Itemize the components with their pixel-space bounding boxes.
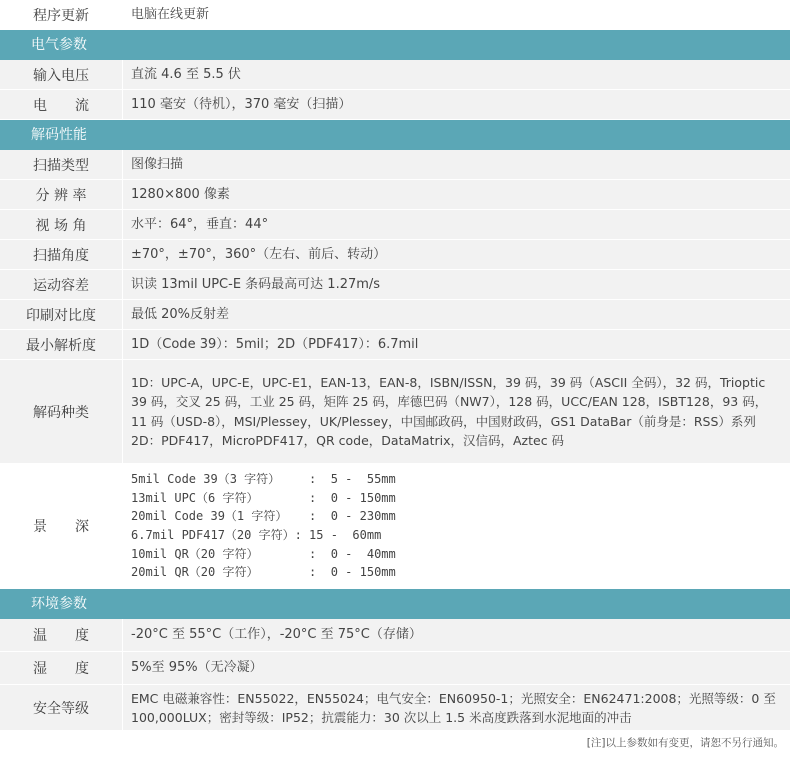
spec-row-print-contrast bbox=[0, 300, 790, 330]
row-value: 1280×800 像素 bbox=[131, 186, 230, 202]
spec-row-depth-of-field bbox=[0, 464, 790, 589]
row-label: 输入电压 bbox=[0, 60, 123, 89]
row-value: 水平：64°，垂直：44° bbox=[131, 216, 269, 232]
row-label: 程序更新 bbox=[0, 0, 123, 29]
row-label: 景 深 bbox=[0, 464, 123, 588]
spec-row-humidity bbox=[0, 652, 790, 685]
row-label: 运动容差 bbox=[0, 270, 123, 299]
symbologies-1d: 1D：UPC-A，UPC-E，UPC-E1，EAN-13，EAN-8，ISBN/ISSN，39 码，39 码（ASCII 全码），32 码，Trioptic 39 码，交叉 25 码，工业 25 码，矩阵 25 码，库德巴码（NW7），128 码，UCC/EAN 128，ISBT128，93 码，11 码（USD-8），MSI/Plessey，UK/Plessey，中国邮政码，中国财政码，GS1 DataBar（前身是：RSS）系列 bbox=[131, 374, 768, 429]
spec-row-symbologies bbox=[0, 360, 790, 464]
row-label: 印刷对比度 bbox=[0, 300, 123, 329]
row-value: 最低 20%反射差 bbox=[131, 306, 230, 322]
row-value: 5%至 95%（无冷凝） bbox=[131, 660, 263, 676]
spec-row-scan-angle bbox=[0, 240, 790, 270]
spec-row-current bbox=[0, 90, 790, 120]
dof-line: 5mil Code 39（3 字符） : 5 - 55mm bbox=[131, 472, 396, 487]
row-label: 温 度 bbox=[0, 619, 123, 651]
row-value: 识读 13mil UPC-E 条码最高可达 1.27m/s bbox=[131, 276, 381, 292]
section-header-electrical: 电气参数 bbox=[0, 30, 790, 60]
row-label: 电 流 bbox=[0, 90, 123, 119]
spec-row-temperature bbox=[0, 619, 790, 652]
spec-row-voltage bbox=[0, 60, 790, 90]
spec-row-motion-tolerance bbox=[0, 270, 790, 300]
row-label: 湿 度 bbox=[0, 652, 123, 684]
row-label: 安全等级 bbox=[0, 685, 123, 730]
symbologies-2d: 2D：PDF417，MicroPDF417，QR code，DataMatrix，汉信码，Aztec 码 bbox=[131, 432, 565, 448]
row-value bbox=[123, 360, 790, 463]
section-header-decoding: 解码性能 bbox=[0, 120, 790, 150]
spec-row-scan-type bbox=[0, 150, 790, 180]
row-value: 图像扫描 bbox=[131, 156, 184, 172]
section-header-environment: 环境参数 bbox=[0, 589, 790, 619]
row-value bbox=[123, 464, 790, 588]
row-label: 扫描角度 bbox=[0, 240, 123, 269]
row-label: 分 辨 率 bbox=[0, 180, 123, 209]
spec-row-min-resolution bbox=[0, 330, 790, 360]
footnote: [注]以上参数如有变更，请恕不另行通知。 bbox=[586, 737, 784, 749]
spec-row-update bbox=[0, 0, 790, 30]
dof-line: 20mil QR（20 字符） : 0 - 150mm bbox=[131, 565, 396, 580]
row-value: 110 毫安（待机），370 毫安（扫描） bbox=[131, 96, 352, 112]
row-value: 直流 4.6 至 5.5 伏 bbox=[131, 66, 241, 82]
row-label: 扫描类型 bbox=[0, 150, 123, 179]
row-value: 1D（Code 39）：5mil；2D（PDF417）：6.7mil bbox=[131, 336, 419, 352]
dof-line: 13mil UPC（6 字符） : 0 - 150mm bbox=[131, 490, 396, 505]
row-value: 电脑在线更新 bbox=[131, 6, 210, 22]
spec-row-safety bbox=[0, 685, 790, 731]
spec-row-fov bbox=[0, 210, 790, 240]
row-label: 解码种类 bbox=[0, 360, 123, 463]
spec-row-resolution bbox=[0, 180, 790, 210]
row-value: ±70°，±70°，360°（左右、前后、转动） bbox=[131, 246, 387, 262]
dof-line: 6.7mil PDF417（20 字符）: 15 - 60mm bbox=[131, 528, 382, 542]
row-label: 视 场 角 bbox=[0, 210, 123, 239]
row-value: EMC 电磁兼容性：EN55022，EN55024；电气安全：EN60950-1；光照安全：EN62471:2008；光照等级：0 至 100,000LUX；密封等级：IP52；抗震能力：30 次以上 1.5 米高度跌落到水泥地面的冲击 bbox=[131, 690, 776, 725]
dof-line: 20mil Code 39（1 字符） : 0 - 230mm bbox=[131, 509, 396, 524]
dof-line: 10mil QR（20 字符） : 0 - 40mm bbox=[131, 546, 396, 561]
row-value: -20°C 至 55°C（工作），-20°C 至 75°C（存储） bbox=[131, 627, 422, 643]
row-label: 最小解析度 bbox=[0, 330, 123, 359]
